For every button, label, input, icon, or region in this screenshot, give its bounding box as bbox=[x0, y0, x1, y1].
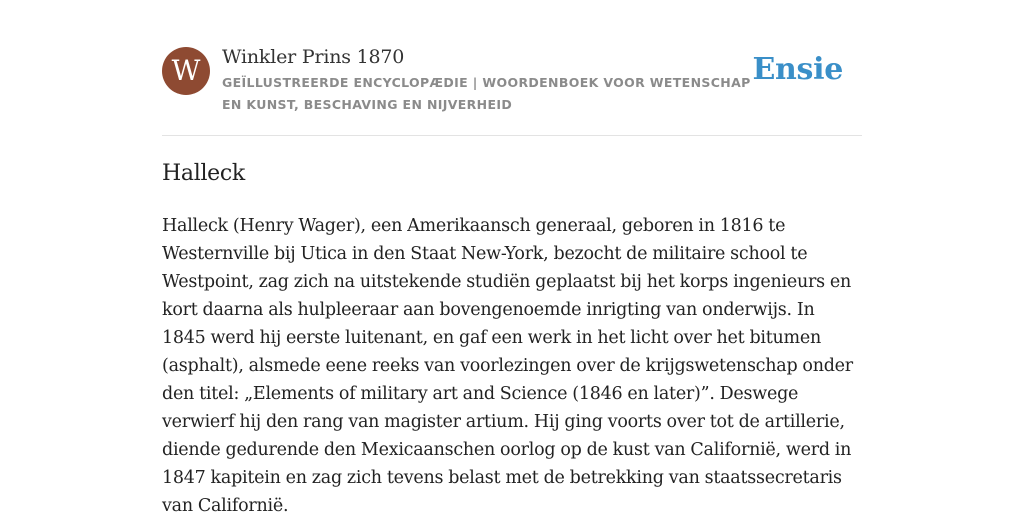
entry-body: Halleck (Henry Wager), een Amerikaansch generaal, geboren in 1816 te Westernville bij Utica in den Staat New-York, bezocht de militaire school te Westpoint, zag zich na uitstekende studiën geplaatst bij het korps ingenieurs en kort daarna als hulpleeraar aan bovengenoemde inrigting van onderwijs. In 1845 werd hij eerste luitenant, en gaf een werk in het licht over het bitumen (asphalt), alsmede eene reeks van voorlezingen over de krijgswetenschap onder den titel: „Elements of military art and Science (1846 en later)”. Deswege verwierf hij den rang van magister artium. Hij ging voorts over tot de artillerie, diende gedurende den Mexicaanschen oorlog op de kust van Californië, werd in 1847 kapitein en zag zich tevens belast met de betrekking van staatssecretaris van Californië. bbox=[162, 216, 853, 516]
source-header bbox=[162, 0, 862, 136]
source-title[interactable]: Winkler Prins 1870 bbox=[222, 46, 405, 68]
entry-title: Halleck bbox=[162, 161, 245, 186]
source-subtitle: GEÏLLUSTREERDE ENCYCLOPÆDIE | WOORDENBOEK VOOR WETENSCHAP EN KUNST, BESCHAVING EN NIJVERHEID bbox=[222, 75, 751, 112]
source-avatar[interactable]: W bbox=[162, 47, 210, 95]
entry-card bbox=[162, 0, 862, 516]
ensie-logo[interactable]: Ensie bbox=[752, 52, 843, 87]
source-info bbox=[222, 44, 762, 116]
